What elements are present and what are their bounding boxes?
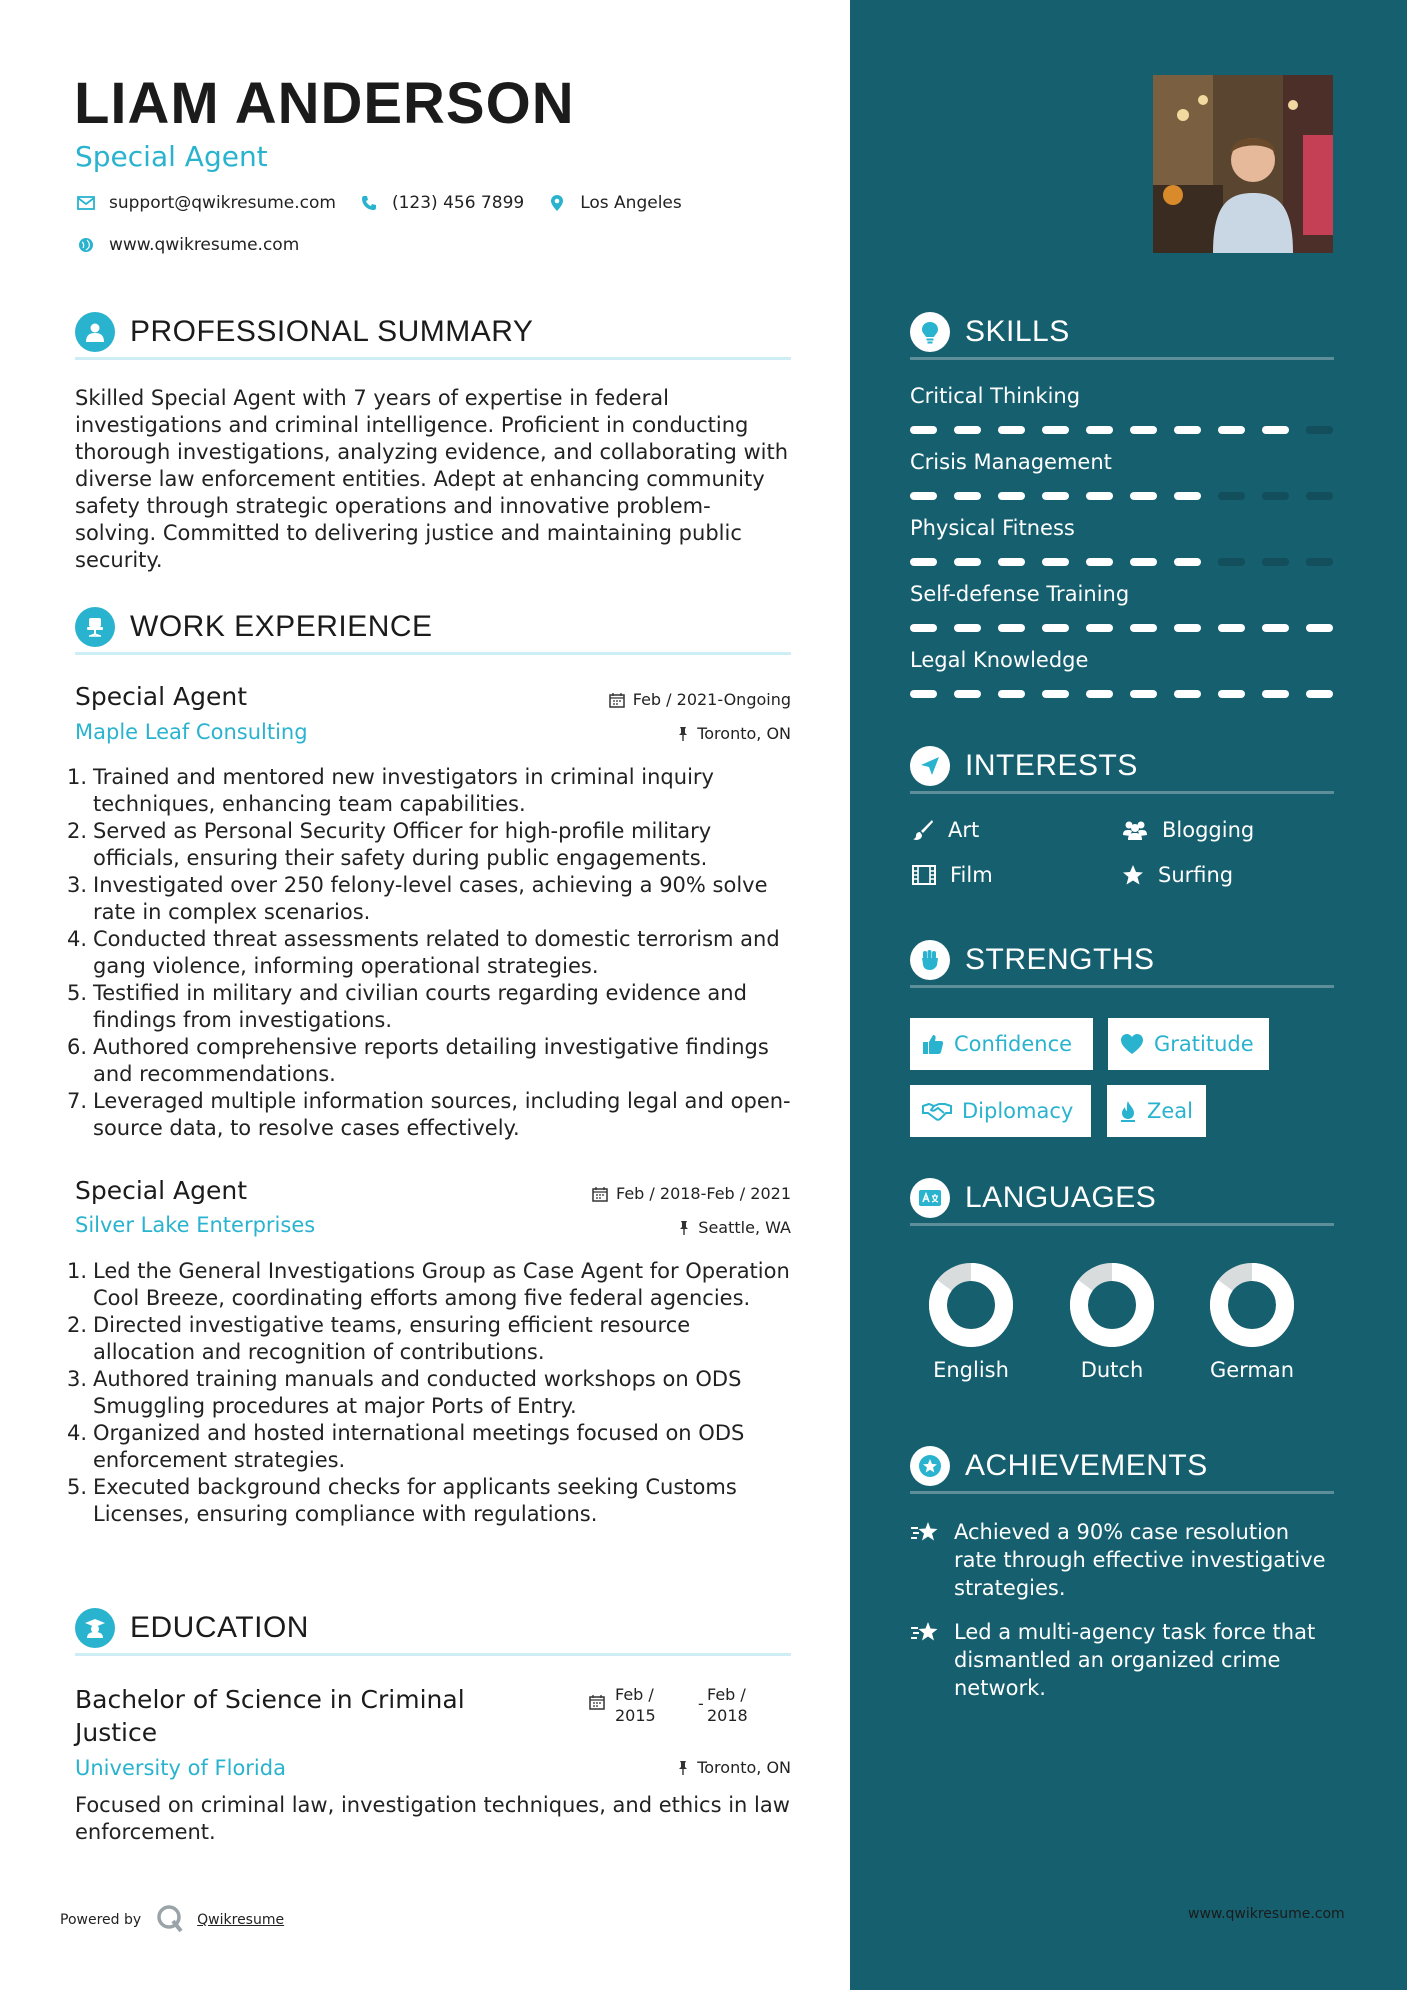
- skill-level-dash: [910, 492, 937, 500]
- powered-by-text: Powered by: [60, 1912, 142, 1928]
- skill-level-dash: [1130, 690, 1157, 698]
- edu-date-dash: -: [698, 1694, 704, 1713]
- skills-section-header: [910, 312, 1334, 360]
- duty-item: Investigated over 250 felony-level cases, achieving a 90% solve rate in complex scenarios.: [93, 873, 768, 924]
- skill-level-dash: [954, 690, 981, 698]
- website-row: [75, 235, 321, 255]
- achievements-section-header: [910, 1446, 1334, 1494]
- duty-item: Directed investigative teams, ensuring efficient resource allocation and recognition of contributions.: [93, 1313, 691, 1364]
- skill-level-dash: [954, 426, 981, 434]
- duty-item: Trained and mentored new investigators in criminal inquiry techniques, enhancing team capabilities.: [93, 765, 714, 816]
- calendar-icon: [609, 692, 625, 708]
- skill-level-dash: [1218, 558, 1245, 566]
- fist-icon: [910, 940, 950, 980]
- skill-level-dash: [1130, 492, 1157, 500]
- duty-item: Testified in military and civilian courts regarding evidence and findings from investigations.: [93, 981, 747, 1032]
- job-title: Special Agent: [75, 1176, 248, 1205]
- summary-text: Skilled Special Agent with 7 years of expertise in federal investigations and criminal intelligence. Proficient in conducting thorough investigations, analyzing evidence, and collaborating with diverse law enforcement entities. Adept at enhancing community safety through strategic operations and innovative problem-solving. Committed to delivering justice and maintaining public security.: [75, 386, 789, 572]
- skill-level-dash: [1042, 426, 1069, 434]
- skill-level-dash: [998, 558, 1025, 566]
- education-title: EDUCATION: [130, 1610, 309, 1644]
- language-item: [1197, 1262, 1307, 1382]
- languages-title: LANGUAGES: [965, 1180, 1157, 1214]
- job-duties: [67, 1258, 797, 1528]
- education-description: Focused on criminal law, investigation techniques, and ethics in law enforcement.: [75, 1793, 790, 1844]
- skill-item: [910, 384, 1334, 408]
- skill-level-dash: [1306, 426, 1333, 434]
- interest-label: Film: [950, 863, 993, 887]
- pin-icon: [677, 726, 689, 742]
- edu-end-month: Feb /: [707, 1685, 746, 1704]
- handshake-icon: [922, 1101, 952, 1121]
- skill-level-dash: [998, 624, 1025, 632]
- profile-photo: [1153, 75, 1333, 253]
- skill-level-dash: [1174, 426, 1201, 434]
- experience-title: WORK EXPERIENCE: [130, 609, 433, 643]
- job-location-text: Seattle, WA: [698, 1218, 791, 1237]
- language-level-ring: [1069, 1262, 1155, 1348]
- shooting-star-icon: [910, 1620, 940, 1646]
- skill-level-dash: [1042, 624, 1069, 632]
- email-link[interactable]: support@qwikresume.com: [109, 193, 336, 213]
- phone-icon: [358, 193, 380, 213]
- edu-start-date: [615, 1684, 656, 1726]
- calendar-icon: [589, 1694, 605, 1714]
- skill-item: [910, 648, 1334, 672]
- candidate-role: Special Agent: [75, 140, 268, 173]
- skill-level-bar: [910, 558, 1350, 566]
- strengths-section-header: [910, 940, 1334, 988]
- qwikresume-logo-icon: [155, 1903, 185, 1937]
- skill-level-dash: [910, 426, 937, 434]
- achievement-text: Led a multi-agency task force that dismantled an organized crime network.: [954, 1620, 1316, 1700]
- email-icon: [75, 193, 97, 213]
- interest-blogging: [1122, 818, 1254, 842]
- film-icon: [912, 865, 936, 885]
- skill-level-dash: [1218, 624, 1245, 632]
- skill-level-dash: [998, 690, 1025, 698]
- duty-item: Leveraged multiple information sources, including legal and open-source data, to resolve cases effectively.: [93, 1089, 791, 1140]
- duty-item: Executed background checks for applicants seeking Customs Licenses, ensuring compliance with regulations.: [93, 1475, 737, 1526]
- skill-level-bar: [910, 690, 1350, 698]
- language-icon: [910, 1178, 950, 1218]
- skill-level-dash: [1174, 492, 1201, 500]
- skills-title: SKILLS: [965, 314, 1070, 348]
- lightbulb-icon: [910, 312, 950, 352]
- skill-name: Self-defense Training: [910, 582, 1130, 606]
- office-chair-icon: [75, 607, 115, 647]
- globe-icon: [75, 235, 97, 255]
- skill-level-dash: [1174, 558, 1201, 566]
- summary-title: PROFESSIONAL SUMMARY: [130, 314, 534, 348]
- degree-title: Bachelor of Science in Criminal Justice: [75, 1685, 465, 1747]
- languages-section-header: [910, 1178, 1334, 1226]
- job-title: Special Agent: [75, 682, 248, 711]
- duty-item: Led the General Investigations Group as Case Agent for Operation Cool Breeze, coordinating efforts among five federal agencies.: [93, 1259, 790, 1310]
- duty-item: Authored training manuals and conducted workshops on ODS Smuggling procedures at major Ports of Entry.: [93, 1367, 742, 1418]
- heart-icon: [1120, 1033, 1144, 1055]
- interest-label: Art: [948, 818, 980, 842]
- job-location-text: Toronto, ON: [697, 724, 791, 743]
- strength-label: Diplomacy: [962, 1099, 1074, 1123]
- strength-label: Zeal: [1147, 1099, 1194, 1123]
- skill-level-dash: [1174, 624, 1201, 632]
- school-name: University of Florida: [75, 1756, 286, 1780]
- skill-level-dash: [1306, 558, 1333, 566]
- paintbrush-icon: [912, 819, 934, 841]
- interest-film: [912, 863, 993, 887]
- edu-start-month: Feb /: [615, 1685, 654, 1704]
- edu-location: [677, 1758, 791, 1777]
- contact-row: [75, 193, 704, 213]
- skill-level-dash: [1306, 690, 1333, 698]
- duty-item: Organized and hosted international meetings focused on ODS enforcement strategies.: [93, 1421, 745, 1472]
- location-icon: [546, 193, 568, 213]
- job-company: Maple Leaf Consulting: [75, 720, 308, 744]
- users-icon: [1122, 819, 1148, 841]
- skill-level-bar: [910, 492, 1350, 500]
- job-date: [592, 1184, 791, 1203]
- edu-end-date: [707, 1684, 748, 1726]
- language-name: German: [1209, 1358, 1295, 1382]
- strengths-title: STRENGTHS: [965, 942, 1155, 976]
- job-location: [677, 724, 791, 743]
- skill-level-dash: [1306, 492, 1333, 500]
- location-text: Los Angeles: [580, 193, 682, 213]
- job-date-text: Feb / 2018-Feb / 2021: [616, 1184, 791, 1203]
- thumbs-up-icon: [922, 1033, 944, 1055]
- edu-start-year: 2015: [615, 1706, 656, 1725]
- user-icon: [75, 312, 115, 352]
- skill-level-dash: [1218, 492, 1245, 500]
- strength-zeal: [1107, 1085, 1206, 1137]
- skill-level-dash: [1086, 492, 1113, 500]
- skill-level-dash: [1218, 426, 1245, 434]
- job-date-text: Feb / 2021-Ongoing: [632, 690, 791, 709]
- skill-level-dash: [910, 624, 937, 632]
- duty-item: Authored comprehensive reports detailing investigative findings and recommendations.: [93, 1035, 769, 1086]
- skill-level-dash: [1262, 624, 1289, 632]
- skill-level-dash: [1306, 624, 1333, 632]
- skill-level-dash: [1130, 558, 1157, 566]
- strength-label: Gratitude: [1154, 1032, 1254, 1056]
- skill-level-dash: [1042, 558, 1069, 566]
- skill-level-dash: [1174, 690, 1201, 698]
- strength-label: Confidence: [954, 1032, 1073, 1056]
- strength-diplomacy: [910, 1085, 1091, 1137]
- skill-level-dash: [1086, 558, 1113, 566]
- edu-location-text: Toronto, ON: [697, 1758, 791, 1777]
- language-item: [916, 1262, 1026, 1382]
- graduate-icon: [75, 1608, 115, 1648]
- skill-level-dash: [910, 690, 937, 698]
- skill-level-bar: [910, 426, 1350, 434]
- skill-level-dash: [998, 492, 1025, 500]
- skill-item: [910, 516, 1334, 540]
- skill-level-dash: [1130, 624, 1157, 632]
- skill-name: Crisis Management: [910, 450, 1112, 474]
- skill-level-dash: [954, 558, 981, 566]
- skill-name: Physical Fitness: [910, 516, 1075, 540]
- skill-name: Legal Knowledge: [910, 648, 1089, 672]
- fire-icon: [1119, 1100, 1137, 1122]
- duty-item: Served as Personal Security Officer for high-profile military officials, ensuring their safety during public engagements.: [93, 819, 712, 870]
- summary-section-header: [75, 312, 791, 360]
- interest-art: [912, 818, 979, 842]
- phone-number[interactable]: (123) 456 7899: [391, 193, 525, 213]
- interest-label: Blogging: [1162, 818, 1255, 842]
- interests-section-header: [910, 746, 1334, 794]
- skill-item: [910, 450, 1334, 474]
- interest-surfing: [1122, 863, 1233, 887]
- language-item: [1057, 1262, 1167, 1382]
- strength-confidence: [910, 1018, 1093, 1070]
- language-name: Dutch: [1080, 1358, 1144, 1382]
- experience-section-header: [75, 607, 791, 655]
- skill-level-dash: [1262, 492, 1289, 500]
- footer-url[interactable]: www.qwikresume.com: [1188, 1906, 1345, 1922]
- calendar-icon: [592, 1186, 608, 1202]
- skill-level-dash: [1042, 492, 1069, 500]
- skill-level-dash: [910, 558, 937, 566]
- skill-item: [910, 582, 1334, 606]
- job-date: [609, 690, 791, 709]
- skill-level-bar: [910, 624, 1350, 632]
- skill-level-dash: [1130, 426, 1157, 434]
- candidate-name: LIAM ANDERSON: [74, 71, 575, 136]
- edu-end-year: 2018: [707, 1706, 748, 1725]
- skill-name: Critical Thinking: [910, 384, 1081, 408]
- job-duties: [67, 764, 797, 1142]
- achievements-title: ACHIEVEMENTS: [965, 1448, 1208, 1482]
- star-badge-icon: [910, 1446, 950, 1486]
- strength-gratitude: [1108, 1018, 1269, 1070]
- job-location: [678, 1218, 791, 1237]
- job-company: Silver Lake Enterprises: [75, 1213, 316, 1237]
- pin-icon: [678, 1220, 690, 1236]
- paper-plane-icon: [910, 746, 950, 786]
- achievement-text: Achieved a 90% case resolution rate through effective investigative strategies.: [954, 1520, 1326, 1600]
- skill-level-dash: [1042, 690, 1069, 698]
- language-level-ring: [1209, 1262, 1295, 1348]
- skill-level-dash: [1262, 558, 1289, 566]
- qwikresume-link[interactable]: Qwikresume: [197, 1912, 285, 1928]
- powered-by: [60, 1903, 284, 1937]
- skill-level-dash: [1086, 624, 1113, 632]
- skill-level-dash: [954, 624, 981, 632]
- achievement-item: [910, 1618, 1330, 1702]
- language-name: English: [933, 1358, 1009, 1382]
- interest-label: Surfing: [1158, 863, 1234, 887]
- website-link[interactable]: www.qwikresume.com: [109, 235, 300, 255]
- skill-level-dash: [998, 426, 1025, 434]
- skill-level-dash: [1262, 690, 1289, 698]
- shooting-star-icon: [910, 1520, 940, 1546]
- achievement-item: [910, 1518, 1330, 1602]
- pin-icon: [677, 1760, 689, 1776]
- education-section-header: [75, 1608, 791, 1656]
- skill-level-dash: [1086, 690, 1113, 698]
- duty-item: Conducted threat assessments related to domestic terrorism and gang violence, informing operational strategies.: [93, 927, 780, 978]
- language-level-ring: [928, 1262, 1014, 1348]
- skill-level-dash: [1086, 426, 1113, 434]
- skill-level-dash: [1218, 690, 1245, 698]
- star-icon: [1122, 864, 1144, 886]
- skill-level-dash: [1262, 426, 1289, 434]
- skill-level-dash: [954, 492, 981, 500]
- interests-title: INTERESTS: [965, 748, 1138, 782]
